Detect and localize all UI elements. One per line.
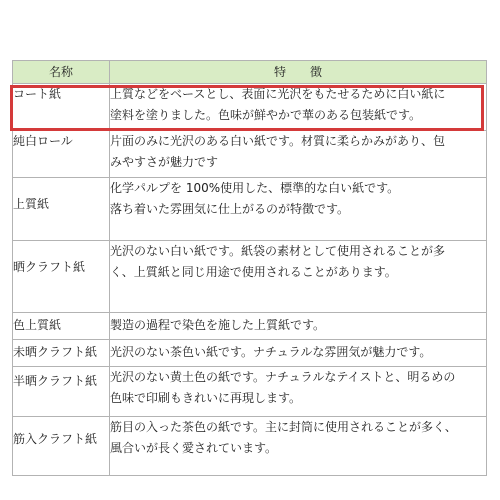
description-line: 製造の過程で染色を施した上質紙です。 bbox=[110, 318, 326, 332]
description-line: 風合いが長く愛されています。 bbox=[110, 441, 278, 455]
table-row bbox=[13, 340, 487, 367]
description-line: 光沢のない白い紙です。紙袋の素材として使用されることが多 bbox=[110, 244, 446, 258]
table-row bbox=[13, 313, 487, 340]
table-row bbox=[13, 417, 487, 476]
paper-name: 晒クラフト紙 bbox=[13, 241, 110, 313]
paper-types-table-container bbox=[12, 60, 486, 476]
description-line: 片面のみに光沢のある白い紙です。材質に柔らかみがあり、包 bbox=[110, 134, 446, 148]
paper-name: コート紙 bbox=[13, 84, 110, 131]
paper-name: 上質紙 bbox=[13, 178, 110, 241]
table-header-row bbox=[13, 61, 487, 84]
paper-name: 純白ロール bbox=[13, 131, 110, 178]
paper-types-table bbox=[12, 60, 487, 476]
paper-name: 色上質紙 bbox=[13, 313, 110, 340]
paper-description bbox=[110, 241, 487, 313]
description-line: 色味で印刷もきれいに再現します。 bbox=[110, 391, 302, 405]
description-line: 塗料を塗りました。色味が鮮やかで華のある包装紙です。 bbox=[110, 108, 422, 122]
paper-description bbox=[110, 178, 487, 241]
description-line: みやすさが魅力です bbox=[110, 155, 219, 169]
paper-description bbox=[110, 417, 487, 476]
paper-description bbox=[110, 84, 487, 131]
description-line: 落ち着いた雰囲気に仕上がるのが特徴です。 bbox=[110, 202, 350, 216]
header-name: 名称 bbox=[13, 61, 110, 84]
paper-name: 筋入クラフト紙 bbox=[13, 417, 110, 476]
paper-description bbox=[110, 131, 487, 178]
header-feature: 特 徴 bbox=[110, 61, 487, 84]
description-line: 光沢のない茶色い紙です。ナチュラルな雰囲気が魅力です。 bbox=[110, 345, 432, 359]
paper-description bbox=[110, 340, 487, 367]
description-line: 光沢のない黄土色の紙です。ナチュラルなテイストと、明るめの bbox=[110, 370, 456, 384]
table-row bbox=[13, 84, 487, 131]
paper-description bbox=[110, 313, 487, 340]
description-line: 筋目の入った茶色の紙です。主に封筒に使用されることが多く、 bbox=[110, 420, 457, 434]
description-line: く、上質紙と同じ用途で使用されることがあります。 bbox=[110, 265, 397, 279]
description-line: 化学パルプを 100%使用した、標準的な白い紙です。 bbox=[110, 181, 400, 195]
paper-description bbox=[110, 367, 487, 417]
table-row bbox=[13, 367, 487, 417]
description-line: 上質などをベースとし、表面に光沢をもたせるために白い紙に bbox=[110, 87, 446, 101]
table-row bbox=[13, 178, 487, 241]
paper-name: 未晒クラフト紙 bbox=[13, 340, 110, 367]
table-row bbox=[13, 131, 487, 178]
table-row bbox=[13, 241, 487, 313]
paper-name: 半晒クラフト紙 bbox=[13, 367, 110, 417]
